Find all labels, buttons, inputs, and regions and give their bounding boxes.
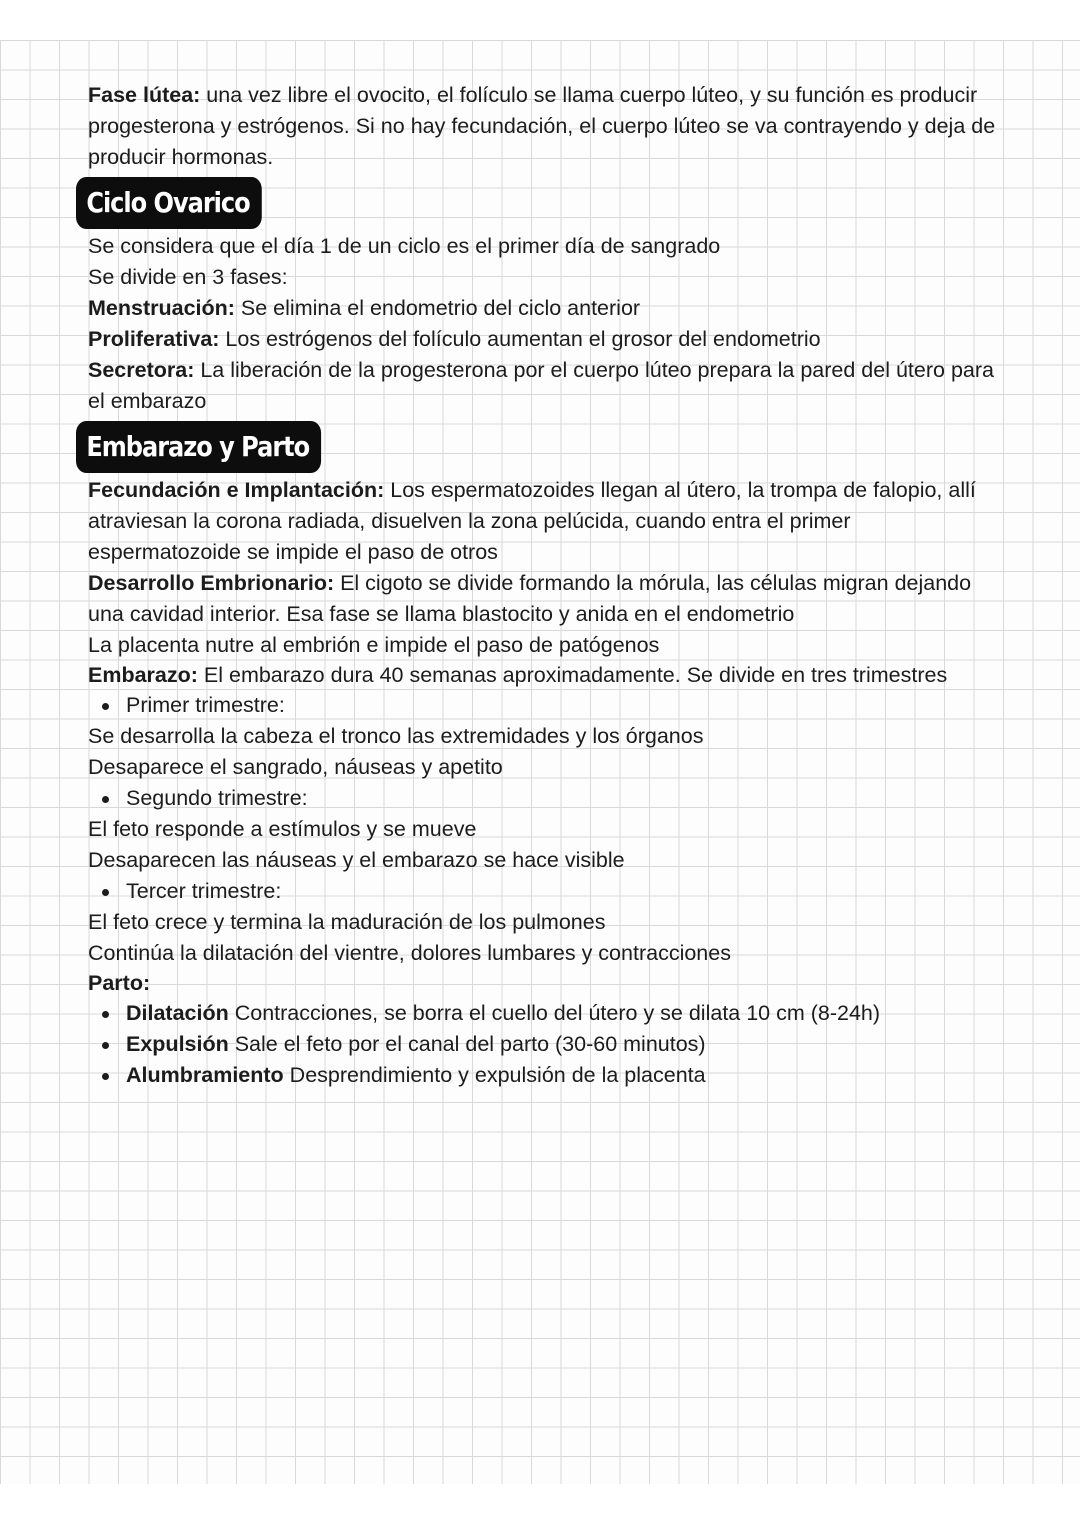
trimester-3-line-2: Continúa la dilatación del vientre, dolores lumbares y contracciones bbox=[88, 941, 731, 965]
embarazo-text: El embarazo dura 40 semanas aproximadamente. Se divide en tres trimestres bbox=[197, 663, 948, 687]
desarrollo-text: El cigoto se divide formando la mórula, las células migran dejando una cavidad interior. Esa fase se llama blastocito y anida en el endometrio bbox=[88, 571, 972, 626]
placenta-line: La placenta nutre al embrión e impide el paso de patógenos bbox=[88, 633, 660, 657]
embarazo-label: Embarazo: bbox=[88, 663, 198, 687]
phase-menstruacion bbox=[88, 293, 998, 324]
stage-text: Sale el feto por el canal del parto (30-60 minutos) bbox=[228, 1032, 706, 1056]
trimester-2-line-1: El feto responde a estímulos y se mueve bbox=[88, 817, 477, 841]
parto-stage-alumbramiento bbox=[88, 1060, 998, 1091]
ciclo-day-one-line: Se considera que el día 1 de un ciclo es el primer día de sangrado bbox=[88, 234, 721, 258]
trimester-2-line-2: Desaparecen las náuseas y el embarazo se hace visible bbox=[88, 848, 625, 872]
fase-lutea-text: una vez libre el ovocito, el folículo se llama cuerpo lúteo, y su función es producir progesterona y estrógenos. Si no hay fecundación, el cuerpo lúteo se va contrayendo y deja de producir hormonas. bbox=[88, 83, 996, 169]
stage-text: Contracciones, se borra el cuello del útero y se dilata 10 cm (8-24h) bbox=[228, 1001, 881, 1025]
trimester-1-line-2: Desaparece el sangrado, náuseas y apetito bbox=[88, 755, 503, 779]
fecundacion-label: Fecundación e Implantación: bbox=[88, 478, 385, 502]
phase-text: La liberación de la progesterona por el cuerpo lúteo prepara la pared del útero para el embarazo bbox=[88, 358, 994, 413]
trimester-1-line-1: Se desarrolla la cabeza el tronco las extremidades y los órganos bbox=[88, 724, 704, 748]
trimester-title-2: Segundo trimestre: bbox=[88, 783, 998, 814]
ciclo-ovarico-heading: Ciclo Ovarico bbox=[76, 177, 262, 229]
phase-text: Los estrógenos del folículo aumentan el grosor del endometrio bbox=[219, 327, 821, 351]
trimester-title-1: Primer trimestre: bbox=[88, 690, 998, 721]
trimester-title-3: Tercer trimestre: bbox=[88, 876, 998, 907]
embarazo-line bbox=[88, 661, 998, 690]
stage-text: Desprendimiento y expulsión de la placenta bbox=[283, 1063, 706, 1087]
stage-label: Alumbramiento bbox=[126, 1063, 284, 1087]
fase-lutea-label: Fase lútea: bbox=[88, 83, 201, 107]
phase-proliferativa bbox=[88, 324, 998, 355]
desarrollo-label: Desarrollo Embrionario: bbox=[88, 571, 335, 595]
ciclo-phases-intro: Se divide en 3 fases: bbox=[88, 265, 288, 289]
trimester-3-line-1: El feto crece y termina la maduración de los pulmones bbox=[88, 910, 606, 934]
parto-stage-dilatacion bbox=[88, 998, 998, 1029]
parto-label-line bbox=[88, 969, 998, 998]
phase-label: Menstruación: bbox=[88, 296, 235, 320]
stage-label: Expulsión bbox=[126, 1032, 229, 1056]
phase-text: Se elimina el endometrio del ciclo anterior bbox=[234, 296, 641, 320]
embarazo-parto-heading: Embarazo y Parto bbox=[76, 421, 321, 473]
stage-label: Dilatación bbox=[126, 1001, 229, 1025]
parto-label: Parto: bbox=[88, 971, 151, 995]
phase-secretora bbox=[88, 355, 998, 417]
phase-label: Proliferativa: bbox=[88, 327, 220, 351]
fecundacion-text: Los espermatozoides llegan al útero, la trompa de falopio, allí atraviesan la corona radiada, disuelven la zona pelúcida, cuando entra el primer espermatozoide se impide el paso de otros bbox=[88, 478, 976, 564]
fase-lutea-paragraph bbox=[88, 80, 998, 173]
fecundacion-paragraph bbox=[88, 475, 998, 568]
desarrollo-paragraph bbox=[88, 568, 998, 630]
phase-label: Secretora: bbox=[88, 358, 195, 382]
notes-content bbox=[88, 80, 998, 1091]
parto-stage-expulsion bbox=[88, 1029, 998, 1060]
